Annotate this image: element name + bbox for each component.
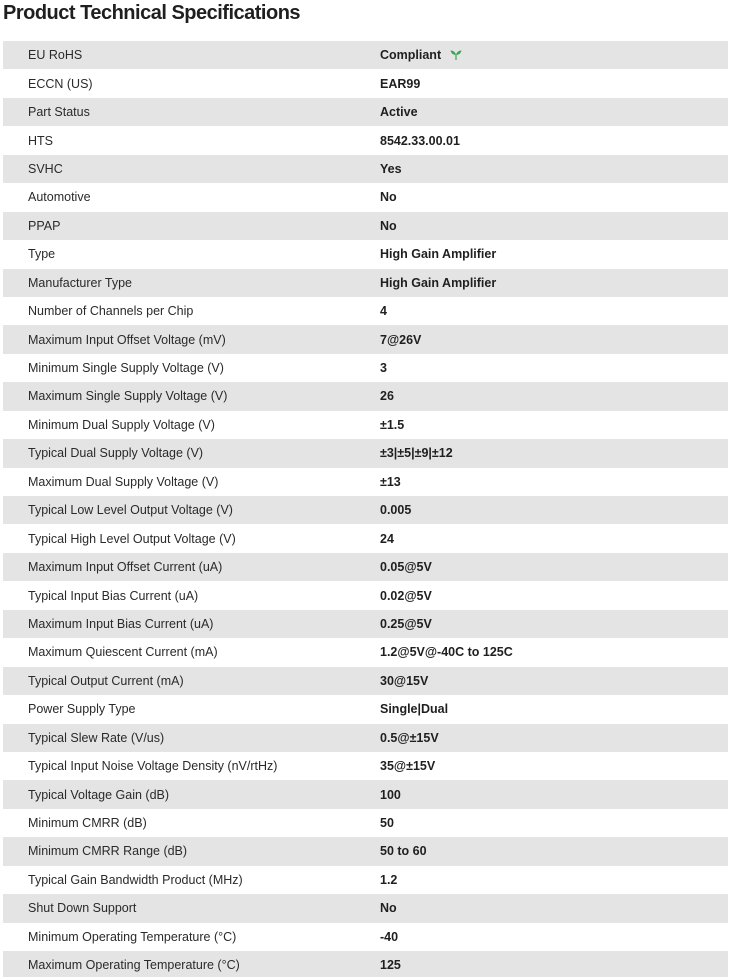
table-row (3, 695, 728, 723)
spec-label: PPAP (28, 218, 61, 233)
spec-value: 26 (380, 389, 394, 404)
spec-label: Minimum Operating Temperature (°C) (28, 929, 237, 944)
table-row (3, 183, 728, 211)
spec-value: 1.2@5V@-40C to 125C (380, 645, 513, 660)
spec-value: 24 (380, 531, 394, 546)
spec-label: HTS (28, 133, 53, 148)
table-row (3, 866, 728, 894)
spec-label: Typical Input Noise Voltage Density (nV/rtHz) (28, 759, 278, 774)
spec-label: Type (28, 247, 56, 262)
spec-value: High Gain Amplifier (380, 275, 497, 290)
spec-label: Maximum Quiescent Current (mA) (28, 645, 218, 660)
table-row (3, 951, 728, 977)
spec-label: Maximum Input Bias Current (uA) (28, 616, 214, 631)
spec-value: ±13 (380, 474, 401, 489)
spec-label: Typical High Level Output Voltage (V) (28, 531, 236, 546)
spec-value: 0.05@5V (380, 560, 432, 575)
spec-label: Manufacturer Type (28, 275, 132, 290)
spec-value: 30@15V (380, 673, 429, 688)
spec-label: Shut Down Support (28, 901, 137, 916)
spec-value: High Gain Amplifier (380, 247, 497, 262)
spec-label: ECCN (US) (28, 76, 93, 91)
spec-value: 8542.33.00.01 (380, 133, 460, 148)
spec-label: Minimum CMRR Range (dB) (28, 844, 188, 859)
spec-label: SVHC (28, 161, 63, 176)
table-row (3, 553, 728, 581)
table-row (3, 382, 728, 410)
table-row (3, 41, 728, 69)
spec-value: Active (380, 105, 418, 120)
spec-label: Maximum Input Offset Current (uA) (28, 560, 223, 575)
spec-value: 4 (380, 304, 387, 319)
spec-table (3, 41, 728, 977)
table-row (3, 496, 728, 524)
spec-value: Yes (380, 161, 402, 176)
table-row (3, 98, 728, 126)
spec-label: Minimum Dual Supply Voltage (V) (28, 417, 215, 432)
table-row (3, 894, 728, 922)
table-row (3, 638, 728, 666)
table-row (3, 411, 728, 439)
table-row (3, 439, 728, 467)
spec-label: Typical Voltage Gain (dB) (28, 787, 170, 802)
spec-value: 7@26V (380, 332, 422, 347)
spec-value: ±3|±5|±9|±12 (380, 446, 453, 461)
spec-value: 100 (380, 787, 401, 802)
spec-value: Single|Dual (380, 702, 449, 717)
spec-value: 0.5@±15V (380, 730, 439, 745)
spec-value: 0.005 (380, 503, 412, 518)
spec-value: 50 (380, 816, 394, 831)
spec-value: EAR99 (380, 76, 421, 91)
spec-value: 0.02@5V (380, 588, 432, 603)
spec-label: Part Status (28, 105, 90, 120)
table-row (3, 752, 728, 780)
spec-label: Typical Output Current (mA) (28, 673, 184, 688)
spec-label: Typical Slew Rate (V/us) (28, 730, 165, 745)
spec-value: -40 (380, 929, 399, 944)
spec-label: Maximum Dual Supply Voltage (V) (28, 474, 219, 489)
spec-label: Maximum Operating Temperature (°C) (28, 958, 240, 973)
table-row (3, 155, 728, 183)
table-row (3, 325, 728, 353)
spec-value (355, 48, 463, 62)
spec-label: Minimum CMRR (dB) (28, 816, 147, 831)
spec-value: No (380, 218, 397, 233)
table-row (3, 667, 728, 695)
spec-value: 1.2 (380, 872, 398, 887)
spec-value: 35@±15V (380, 759, 436, 774)
spec-label: Maximum Input Offset Voltage (mV) (28, 332, 226, 347)
spec-value-text: Compliant (380, 48, 442, 63)
table-row (3, 837, 728, 865)
table-row (3, 610, 728, 638)
table-row (3, 923, 728, 951)
table-row (3, 269, 728, 297)
spec-label: Power Supply Type (28, 702, 136, 717)
spec-value: 0.25@5V (380, 616, 432, 631)
table-row (3, 212, 728, 240)
spec-value: No (380, 190, 397, 205)
table-row (3, 69, 728, 97)
spec-label: Typical Input Bias Current (uA) (28, 588, 199, 603)
table-row (3, 581, 728, 609)
table-row (3, 126, 728, 154)
spec-label: Number of Channels per Chip (28, 304, 194, 319)
spec-label: Maximum Single Supply Voltage (V) (28, 389, 228, 404)
spec-label: Typical Low Level Output Voltage (V) (28, 503, 233, 518)
table-row (3, 809, 728, 837)
spec-value: ±1.5 (380, 417, 405, 432)
page-title: Product Technical Specifications (3, 2, 301, 24)
spec-label: Minimum Single Supply Voltage (V) (28, 361, 224, 376)
table-row (3, 724, 728, 752)
table-row (3, 468, 728, 496)
spec-value: No (380, 901, 397, 916)
table-row (3, 240, 728, 268)
spec-label: Automotive (28, 190, 91, 205)
spec-label: Typical Gain Bandwidth Product (MHz) (28, 872, 243, 887)
spec-value: 125 (380, 958, 401, 973)
spec-value: 50 to 60 (380, 844, 427, 859)
spec-value: 3 (380, 361, 387, 376)
spec-label: Typical Dual Supply Voltage (V) (28, 446, 204, 461)
leaf-icon (449, 49, 463, 61)
spec-label: EU RoHS (28, 48, 83, 63)
table-row (3, 524, 728, 552)
table-row (3, 780, 728, 808)
table-row (3, 297, 728, 325)
table-row (3, 354, 728, 382)
